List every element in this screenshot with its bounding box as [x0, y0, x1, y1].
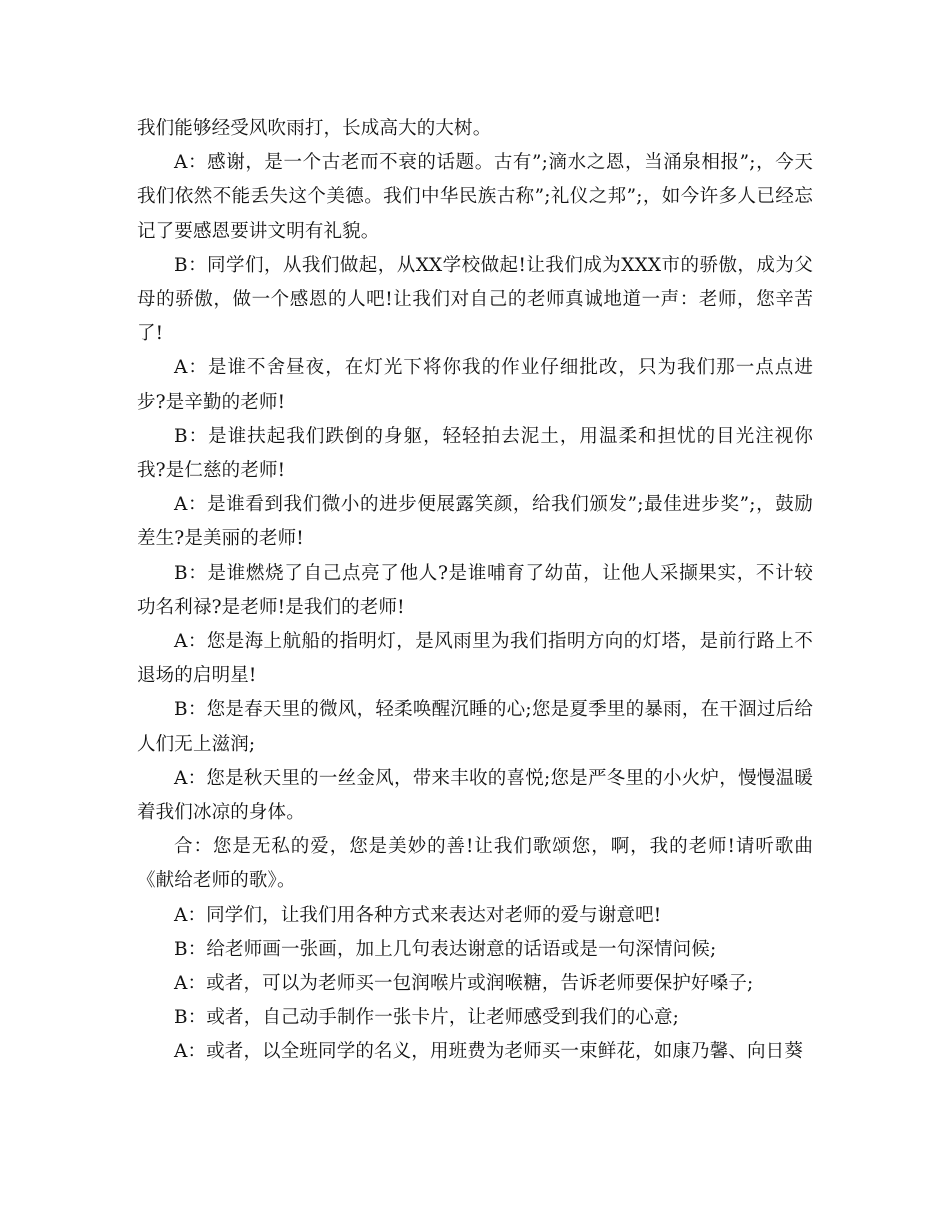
- paragraph: A：或者，以全班同学的名义，用班费为老师买一束鲜花，如康乃馨、向日葵: [174, 1041, 803, 1063]
- paragraph: B：是谁扶起我们跌倒的身躯，轻轻拍去泥土，用温柔和担忧的目光注视你我?是仁慈的老师!: [137, 425, 813, 482]
- paragraph: A：是谁不舍昼夜，在灯光下将你我的作业仔细批改，只为我们那一点点进步?是辛勤的老师!: [137, 357, 813, 413]
- paragraph: A：您是海上航船的指明灯，是风雨里为我们指明方向的灯塔，是前行路上不退场的启明星!: [137, 631, 813, 687]
- paragraph: A：您是秋天里的一丝金风，带来丰收的喜悦;您是严冬里的小火炉，慢慢温暖着我们冰凉的身体。: [137, 767, 813, 824]
- paragraph: 我们能够经受风吹雨打，长成高大的大树。: [137, 118, 492, 139]
- paragraph: A：是谁看到我们微小的进步便展露笑颜，给我们颁发”;最佳进步奖”;，鼓励差生?是美丽的老师!: [137, 494, 813, 550]
- document-body: [137, 112, 813, 1070]
- paragraph: A：同学们，让我们用各种方式来表达对老师的爱与谢意吧!: [174, 904, 662, 926]
- paragraph: B：您是春天里的微风，轻柔唤醒沉睡的心;您是夏季里的暴雨，在干涸过后给人们无上滋润;: [137, 699, 813, 755]
- paragraph: B：或者，自己动手制作一张卡片，让老师感受到我们的心意;: [174, 1007, 680, 1029]
- paragraph: B：给老师画一张画，加上几句表达谢意的话语或是一句深情问候;: [174, 938, 717, 960]
- paragraph: B：同学们，从我们做起，从XX学校做起!让我们成为XXX市的骄傲，成为父母的骄傲，做一个感恩的人吧!让我们对自己的老师真诚地道一声：老师，您辛苦了!: [137, 254, 813, 345]
- paragraph: A：感谢，是一个古老而不衰的话题。古有”;滴水之恩，当涌泉相报”;，今天我们依然不能丢失这个美德。我们中华民族古称”;礼仪之邦”;，如今许多人已经忘记了要感恩要讲文明有礼貌。: [137, 152, 813, 242]
- paragraph: B：是谁燃烧了自己点亮了他人?是谁哺育了幼苗，让他人采撷果实，不计较功名利禄?是老师!是我们的老师!: [137, 562, 813, 618]
- paragraph: A：或者，可以为老师买一包润喉片或润喉糖，告诉老师要保护好嗓子;: [174, 973, 754, 995]
- paragraph: 合：您是无私的爱，您是美妙的善!让我们歌颂您，啊，我的老师!请听歌曲《献给老师的歌》。: [137, 836, 813, 892]
